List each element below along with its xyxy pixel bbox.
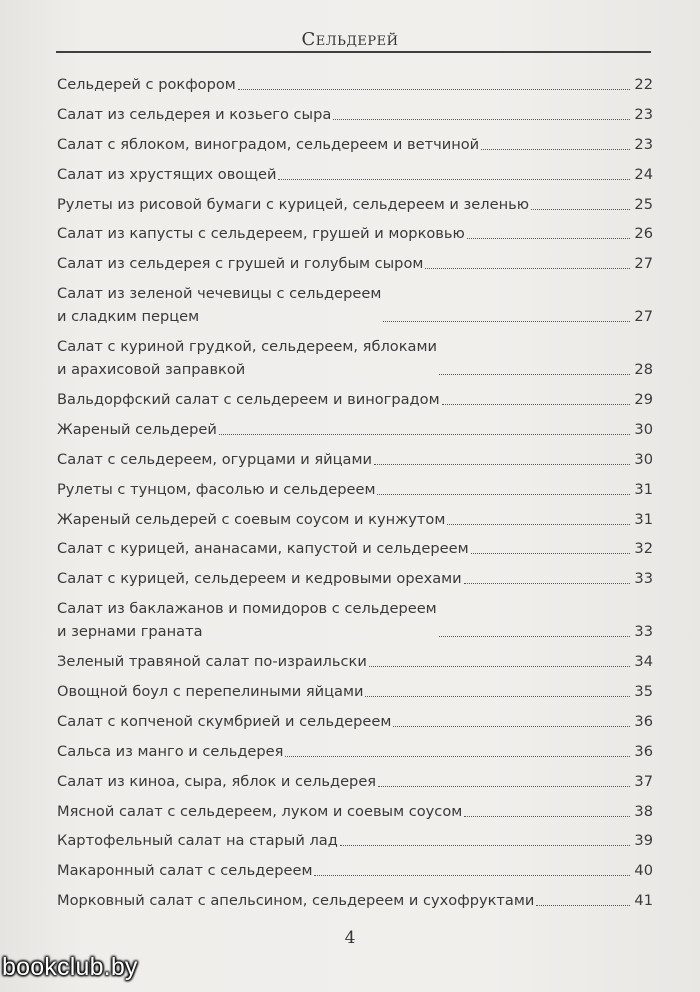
toc-entry [57, 222, 653, 245]
toc-entry-title-line: Сельдерей с рокфором [57, 76, 236, 93]
toc-entry-title-line: Салат из сельдерея и козьего сыра [57, 105, 332, 123]
toc-entry [57, 740, 653, 763]
toc-entry [57, 448, 653, 471]
toc-dot-leader [442, 404, 631, 405]
toc-entry [57, 418, 653, 441]
toc-entry-page: 31 [634, 480, 653, 498]
toc-entry-title [57, 193, 529, 216]
toc-entry-title-line: Овощной боул с перепелиными яйцами [57, 683, 364, 701]
toc-entry-page: 36 [634, 742, 653, 760]
toc-dot-leader [393, 726, 630, 727]
toc-entry-title [57, 418, 217, 441]
toc-entry-page: 41 [634, 892, 653, 910]
toc-entry [57, 597, 653, 643]
toc-dot-leader [471, 553, 631, 554]
toc-entry-title [57, 770, 376, 793]
toc-entry [57, 73, 653, 96]
toc-entry-page: 28 [634, 361, 653, 379]
toc-entry-title [57, 282, 381, 328]
toc-entry-title [57, 680, 363, 703]
toc-entry-title-line: и зернами граната [57, 623, 203, 641]
toc-entry-title-line: Салат с яблоком, виноградом, сельдереем и ветчиной [57, 135, 480, 153]
toc-entry [57, 770, 653, 793]
toc-entry-title-line: Картофельный салат на старый лад [57, 832, 338, 850]
toc-entry-page: 36 [634, 712, 653, 730]
toc-entry-title-line: Салат с куриной грудкой, сельдереем, яблоками [57, 338, 437, 356]
toc-dot-leader [467, 238, 631, 239]
toc-entry-title-line: Сальса из манго и сельдерея [57, 742, 284, 760]
toc-entry-title-line: Зеленый травяной салат по-израильски [57, 653, 367, 671]
toc-entry-page: 23 [634, 135, 653, 153]
toc-entry-page: 31 [634, 510, 653, 528]
toc-entry [57, 710, 653, 733]
header-rule [56, 51, 651, 53]
toc-entry-title-line: Жареный сельдерей [57, 420, 217, 438]
toc-entry [57, 388, 653, 411]
toc-entry-title-line: Макаронный салат с сельдереем [57, 862, 313, 880]
toc-entry-title-line: Мясной салат с сельдереем, луком и соевым соусом [57, 802, 463, 820]
toc-entry-title [57, 103, 331, 126]
toc-dot-leader [447, 524, 630, 525]
toc-dot-leader [378, 786, 630, 787]
toc-entry-title [57, 388, 440, 411]
page-header-title: Сельдерей [301, 29, 399, 50]
toc-entry [57, 567, 653, 590]
toc-entry-page: 27 [634, 255, 653, 273]
toc-entry [57, 103, 653, 126]
toc-dot-leader [365, 696, 630, 697]
watermark: bookclub.by [2, 953, 138, 981]
toc-entry-title [57, 650, 367, 673]
toc-entry-title-line: и арахисовой заправкой [57, 361, 246, 379]
toc-entry-page: 39 [634, 832, 653, 850]
toc-entry-title-line: Рулеты из рисовой бумаги с курицей, сельдереем и зеленью [57, 195, 530, 213]
toc-dot-leader [374, 464, 630, 465]
toc-entry [57, 163, 653, 186]
toc-entry-page: 26 [634, 225, 653, 243]
toc-entry [57, 680, 653, 703]
toc-entry [57, 478, 653, 501]
toc-entry-title-line: Салат с курицей, сельдереем и кедровыми орехами [57, 570, 462, 588]
toc-entry-page: 25 [634, 195, 653, 213]
toc-entry [57, 829, 653, 852]
toc-entry-page: 22 [634, 76, 653, 93]
toc-entry-title-line: Морковный салат с апельсином, сельдереем и сухофруктами [57, 892, 535, 910]
toc-dot-leader [439, 636, 631, 637]
toc-entry [57, 859, 653, 882]
toc-entry [57, 335, 653, 381]
toc-dot-leader [383, 321, 630, 322]
toc-entry-title [57, 710, 391, 733]
toc-dot-leader [481, 149, 630, 150]
toc-entry-title-line: Салат из баклажанов и помидоров с сельдереем [57, 600, 437, 618]
toc-entry-title [57, 73, 236, 96]
toc-entry-title-line: Салат из хрустящих овощей [57, 165, 277, 183]
toc-entry-title [57, 335, 437, 381]
toc-dot-leader [464, 816, 630, 817]
toc-entry [57, 889, 653, 912]
toc-entry-title [57, 740, 283, 763]
table-of-contents [57, 73, 653, 919]
toc-entry [57, 650, 653, 673]
toc-entry [57, 252, 653, 275]
toc-entry-title-line: Рулеты с тунцом, фасолью и сельдереем [57, 480, 376, 498]
toc-dot-leader [439, 374, 630, 375]
toc-entry-page: 30 [634, 450, 653, 468]
toc-entry-title-line: Салат из зеленой чечевицы с сельдереем [57, 285, 382, 303]
toc-entry-title [57, 567, 462, 590]
toc-entry-title [57, 448, 372, 471]
toc-entry-title-line: Салат из сельдерея с грушей и голубым сыром [57, 255, 424, 273]
toc-entry [57, 193, 653, 216]
toc-entry-title-line: Салат с сельдереем, огурцами и яйцами [57, 450, 372, 468]
toc-dot-leader [238, 89, 631, 90]
toc-dot-leader [219, 434, 631, 435]
toc-entry-page: 23 [634, 105, 653, 123]
toc-entry-title-line: Жареный сельдерей с соевым соусом и кунжутом [57, 510, 446, 528]
toc-entry-title [57, 222, 465, 245]
toc-dot-leader [464, 583, 631, 584]
toc-entry-page: 30 [634, 420, 653, 438]
toc-entry [57, 537, 653, 560]
toc-entry-page: 37 [634, 772, 653, 790]
toc-entry-title-line: Салат из капусты с сельдереем, грушей и морковью [57, 225, 465, 243]
toc-entry-page: 27 [634, 308, 653, 326]
toc-dot-leader [536, 905, 630, 906]
toc-entry-page: 33 [634, 623, 653, 641]
toc-dot-leader [531, 209, 630, 210]
page-number: 4 [344, 928, 356, 948]
toc-dot-leader [377, 494, 630, 495]
toc-dot-leader [314, 875, 630, 876]
toc-entry [57, 282, 653, 328]
toc-entry-title [57, 252, 423, 275]
toc-entry-page: 34 [634, 653, 653, 671]
toc-dot-leader [285, 756, 630, 757]
toc-dot-leader [278, 179, 630, 180]
toc-entry-page: 32 [634, 540, 653, 558]
toc-entry-page: 29 [634, 391, 653, 409]
toc-dot-leader [369, 666, 631, 667]
toc-dot-leader [340, 845, 631, 846]
toc-dot-leader [425, 268, 630, 269]
toc-entry-title [57, 537, 469, 560]
toc-entry-title [57, 478, 375, 501]
toc-entry-title [57, 508, 445, 531]
toc-entry-title-line: Салат с курицей, ананасами, капустой и сельдереем [57, 540, 469, 558]
toc-entry-title [57, 859, 312, 882]
toc-entry-title-line: и сладким перцем [57, 308, 200, 326]
toc-entry-title-line: Салат с копченой скумбрией и сельдереем [57, 712, 392, 730]
toc-entry-title-line: Салат из киноа, сыра, яблок и сельдерея [57, 772, 377, 790]
toc-entry-page: 40 [634, 862, 653, 880]
toc-dot-leader [333, 119, 630, 120]
toc-entry-page: 33 [634, 570, 653, 588]
toc-entry [57, 508, 653, 531]
toc-entry [57, 800, 653, 823]
toc-entry-title [57, 800, 462, 823]
toc-entry-title-line: Вальдорфский салат с сельдереем и виноградом [57, 391, 440, 409]
toc-entry-title [57, 163, 276, 186]
toc-entry [57, 133, 653, 156]
toc-entry-page: 35 [634, 683, 653, 701]
toc-entry-title [57, 597, 437, 643]
toc-entry-title [57, 889, 534, 912]
toc-entry-page: 24 [634, 165, 653, 183]
toc-entry-title [57, 133, 479, 156]
toc-entry-page: 38 [634, 802, 653, 820]
toc-entry-title [57, 829, 338, 852]
